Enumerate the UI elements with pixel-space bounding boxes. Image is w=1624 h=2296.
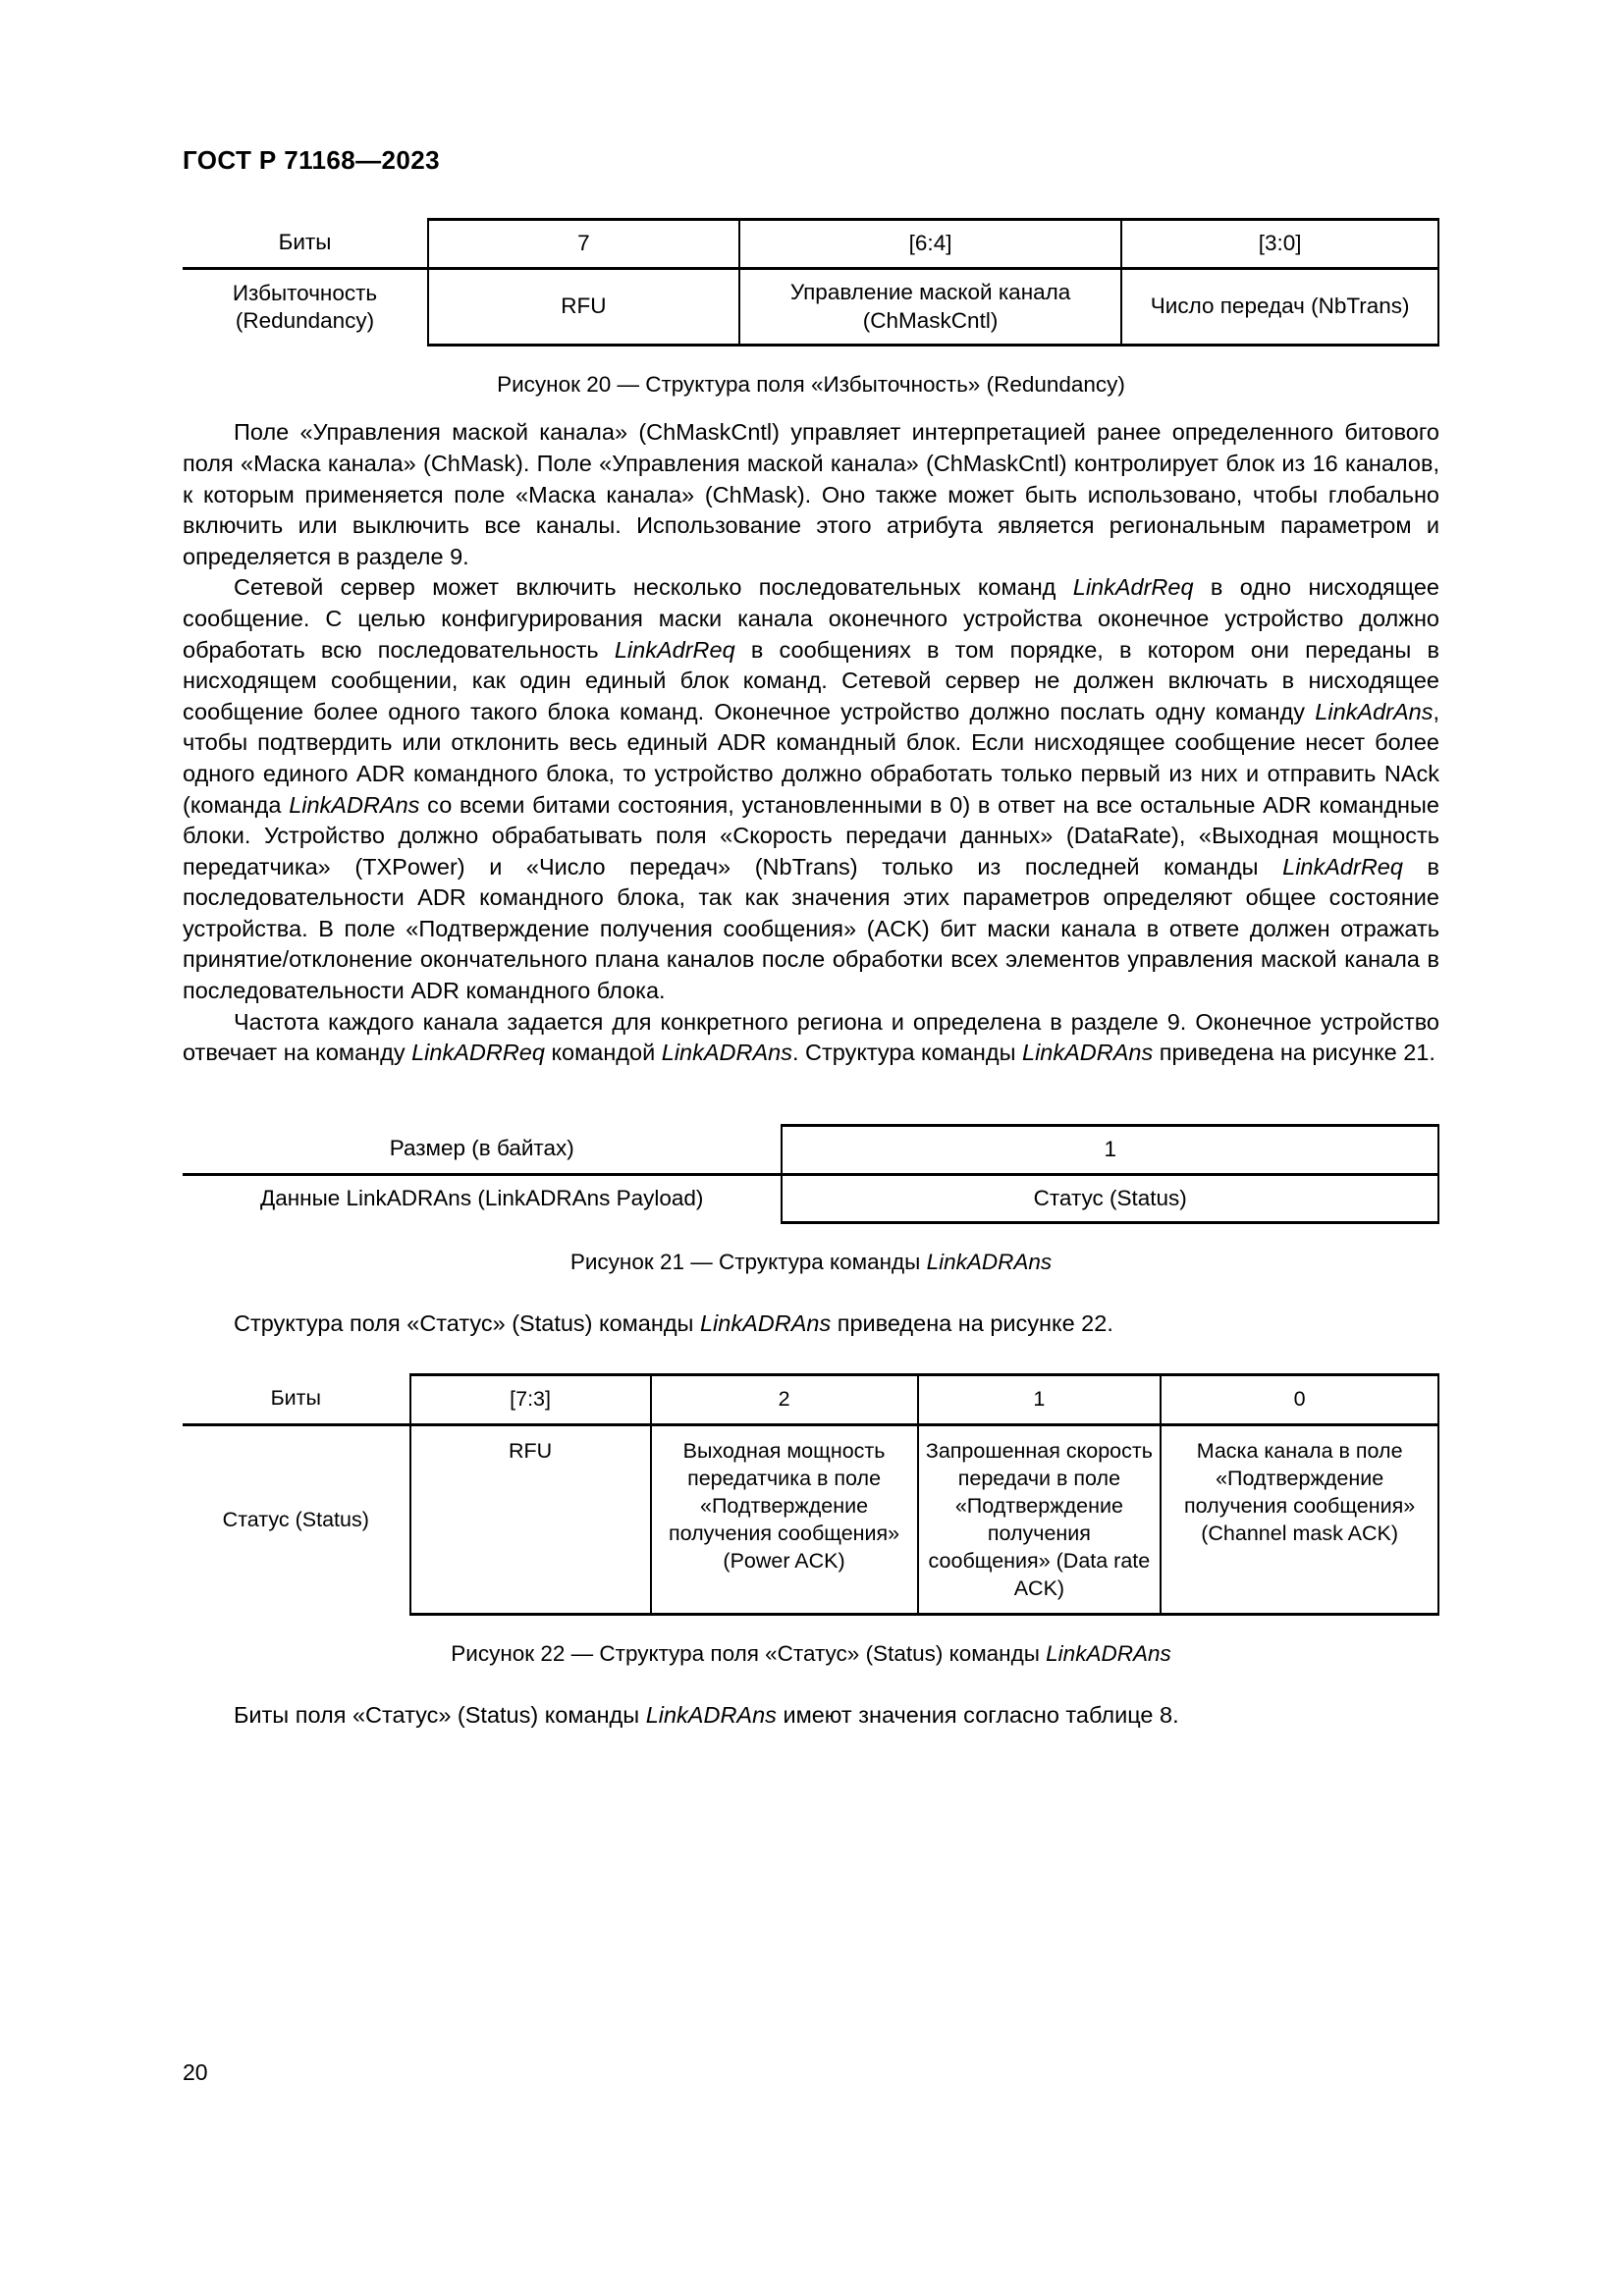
- figure20-bit-7: 7: [428, 220, 739, 269]
- figure22-caption-prefix: Рисунок 22 — Структура поля «Статус» (Status) команды: [451, 1640, 1047, 1666]
- figure-22-caption: [183, 1641, 1439, 1667]
- figure20-bit-3-0: [3:0]: [1121, 220, 1438, 269]
- table-row: [183, 220, 1438, 269]
- figure-21-table: [183, 1124, 1439, 1225]
- p2-italic-linkadrreq-1: LinkAdrReq: [1072, 574, 1194, 601]
- figure22-status-label: Статус (Status): [222, 1507, 369, 1531]
- paragraph-status-bits-table8: [183, 1700, 1439, 1732]
- table-row: [183, 1424, 1438, 1614]
- p4-text-b: приведена на рисунке 22.: [831, 1310, 1113, 1337]
- figure22-cell-rfu: RFU: [410, 1424, 651, 1614]
- figure22-bits-label: Биты: [183, 1375, 410, 1425]
- figure20-cell-nbtrans: Число передач (NbTrans): [1121, 268, 1438, 346]
- table-row: [183, 1174, 1438, 1223]
- figure20-redundancy-label: [183, 268, 428, 346]
- page-content: [183, 218, 1439, 1731]
- figure-21-block: [183, 1124, 1439, 1276]
- figure21-payload-status: Статус (Status): [782, 1174, 1438, 1223]
- figure-22-block: [183, 1373, 1439, 1667]
- p2-text-e: со всеми битами состояния, установленными в 0) в ответ на все остальные ADR командные блоки. Устройство должно обрабатывать поля «Скорость передачи данных» (DataRate), «Выходная мощность передатчика» (TXPower) и «Число передач» (NbTrans) только из последней команды: [183, 791, 1439, 880]
- figure22-bit-1: 1: [918, 1375, 1162, 1425]
- paragraph-linkadrreq: [183, 572, 1439, 1006]
- figure-21-caption: [183, 1250, 1439, 1275]
- figure20-chmaskcntl-line1: Управление маской канала: [789, 279, 1071, 304]
- figure22-cell-power-ack: Выходная мощность передатчика в поле «Подтверждение получения сообщения» (Power ACK): [651, 1424, 918, 1614]
- figure-20-caption: Рисунок 20 — Структура поля «Избыточность» (Redundancy): [497, 372, 1125, 398]
- paragraph-chmaskcntl: Поле «Управления маской канала» (ChMaskCntl) управляет интерпретацией ранее определенного битового поля «Маска канала» (ChMask). Поле «Управления маской канала» (ChMaskCntl) контролирует блок из 16 каналов, к которым применяется поле «Маска канала» (ChMask). Оно также может быть использовано, чтобы глобально включить или выключить все каналы. Использование этого атрибута является региональным параметром и определяется в разделе 9.: [183, 419, 1439, 569]
- figure20-cell-chmaskcntl: [739, 268, 1122, 346]
- figure22-cell-datarate-ack: Запрошенная скорость передачи в поле «Подтверждение получения сообщения» (Data rate ACK): [918, 1424, 1162, 1614]
- paragraph-status-structure: [183, 1308, 1439, 1340]
- figure20-cell-rfu: RFU: [428, 268, 739, 346]
- figure22-bit-7-3: [7:3]: [410, 1375, 651, 1425]
- page-number: 20: [183, 2059, 208, 2085]
- table-row: [183, 1375, 1438, 1425]
- p3-italic-linkadrans-2: LinkADRAns: [1022, 1040, 1154, 1066]
- paragraph-frequency: [183, 1007, 1439, 1069]
- figure22-bit-2: 2: [651, 1375, 918, 1425]
- p2-italic-linkadrans-2: LinkADRAns: [289, 791, 420, 818]
- figure22-caption-italic: LinkADRAns: [1046, 1640, 1171, 1666]
- p2-text-a: Сетевой сервер может включить несколько последовательных команд: [234, 574, 1073, 601]
- p2-text-b: в одно нисходящее сообщение. С целью конфигурирования маски канала оконечного устройства оконечное устройство должно обработать всю последовательность: [183, 574, 1439, 663]
- figure22-cell-channelmask-ack: Маска канала в поле «Подтверждение получения сообщения» (Channel mask ACK): [1161, 1424, 1438, 1614]
- p2-italic-linkadrreq-3: LinkAdrReq: [1282, 853, 1403, 880]
- p5-italic-linkadrans: LinkADRAns: [645, 1701, 777, 1728]
- p4-text-a: Структура поля «Статус» (Status) команды: [234, 1310, 700, 1337]
- p2-italic-linkadrreq-2: LinkAdrReq: [614, 636, 735, 663]
- figure-20-table: [183, 218, 1439, 347]
- figure-20-block: [183, 218, 1439, 398]
- figure22-bit-0: 0: [1161, 1375, 1438, 1425]
- table-row: [183, 268, 1438, 346]
- p3-italic-linkadrreq: LinkADRReq: [411, 1040, 545, 1066]
- page-header-standard-number: ГОСТ Р 71168—2023: [183, 145, 440, 175]
- figure21-payload-label: Данные LinkADRAns (LinkADRAns Payload): [259, 1186, 704, 1211]
- table-row: [183, 1125, 1438, 1174]
- figure21-size-value: 1: [782, 1125, 1438, 1174]
- figure20-chmaskcntl-line2: (ChMaskCntl): [862, 307, 999, 333]
- p2-italic-linkadrans: LinkAdrAns: [1315, 698, 1434, 724]
- p2-text-f: в последовательности ADR командного блока, так как значения этих параметров определяют общее состояние устройства. В поле «Подтверждение получения сообщения» (ACK) бит маски канала в ответе должен отражать принятие/отклонение окончательного плана каналов после обработки всех элементов управления маской канала в последовательности ADR командного блока.: [183, 853, 1439, 1004]
- figure21-size-label: Размер (в байтах): [183, 1125, 782, 1174]
- p5-text-b: имеют значения согласно таблице 8.: [776, 1701, 1179, 1728]
- figure21-caption-italic: LinkADRAns: [926, 1250, 1053, 1275]
- p3-italic-linkadrans-1: LinkADRAns: [661, 1040, 792, 1066]
- p3-text-c: . Структура команды: [791, 1040, 1023, 1066]
- figure20-redundancy-line1: Избыточность: [232, 280, 378, 305]
- figure-22-table: [183, 1373, 1439, 1616]
- figure20-redundancy-line2: (Redundancy): [235, 308, 375, 334]
- figure21-caption-prefix: Рисунок 21 — Структура команды: [569, 1250, 927, 1275]
- p3-text-d: приведена на рисунке 21.: [1153, 1040, 1435, 1066]
- p2-text-d: , чтобы подтвердить или отклонить весь единый ADR командный блок. Если нисходящее сообщение несет более одного единого ADR командного блока, то устройство должно обработать только первый из них и отправить NAck (команда: [183, 698, 1439, 818]
- figure20-bit-6-4: [6:4]: [739, 220, 1122, 269]
- p2-text-c: в сообщениях в том порядке, в котором они переданы в нисходящем сообщении, как один единый блок команд. Сетевой сервер не должен включать в нисходящее сообщение более одного такого блока команд. Оконечное устройство должно послать одну команду: [183, 636, 1439, 724]
- p3-text-a: Частота каждого канала задается для конкретного региона и определена в разделе 9. Оконечное устройство отвечает на команду: [183, 1008, 1439, 1066]
- p3-text-b: командой: [544, 1040, 662, 1066]
- p4-italic-linkadrans: LinkADRAns: [699, 1310, 832, 1337]
- p5-text-a: Биты поля «Статус» (Status) команды: [234, 1701, 646, 1728]
- figure20-bits-label: Биты: [183, 220, 428, 269]
